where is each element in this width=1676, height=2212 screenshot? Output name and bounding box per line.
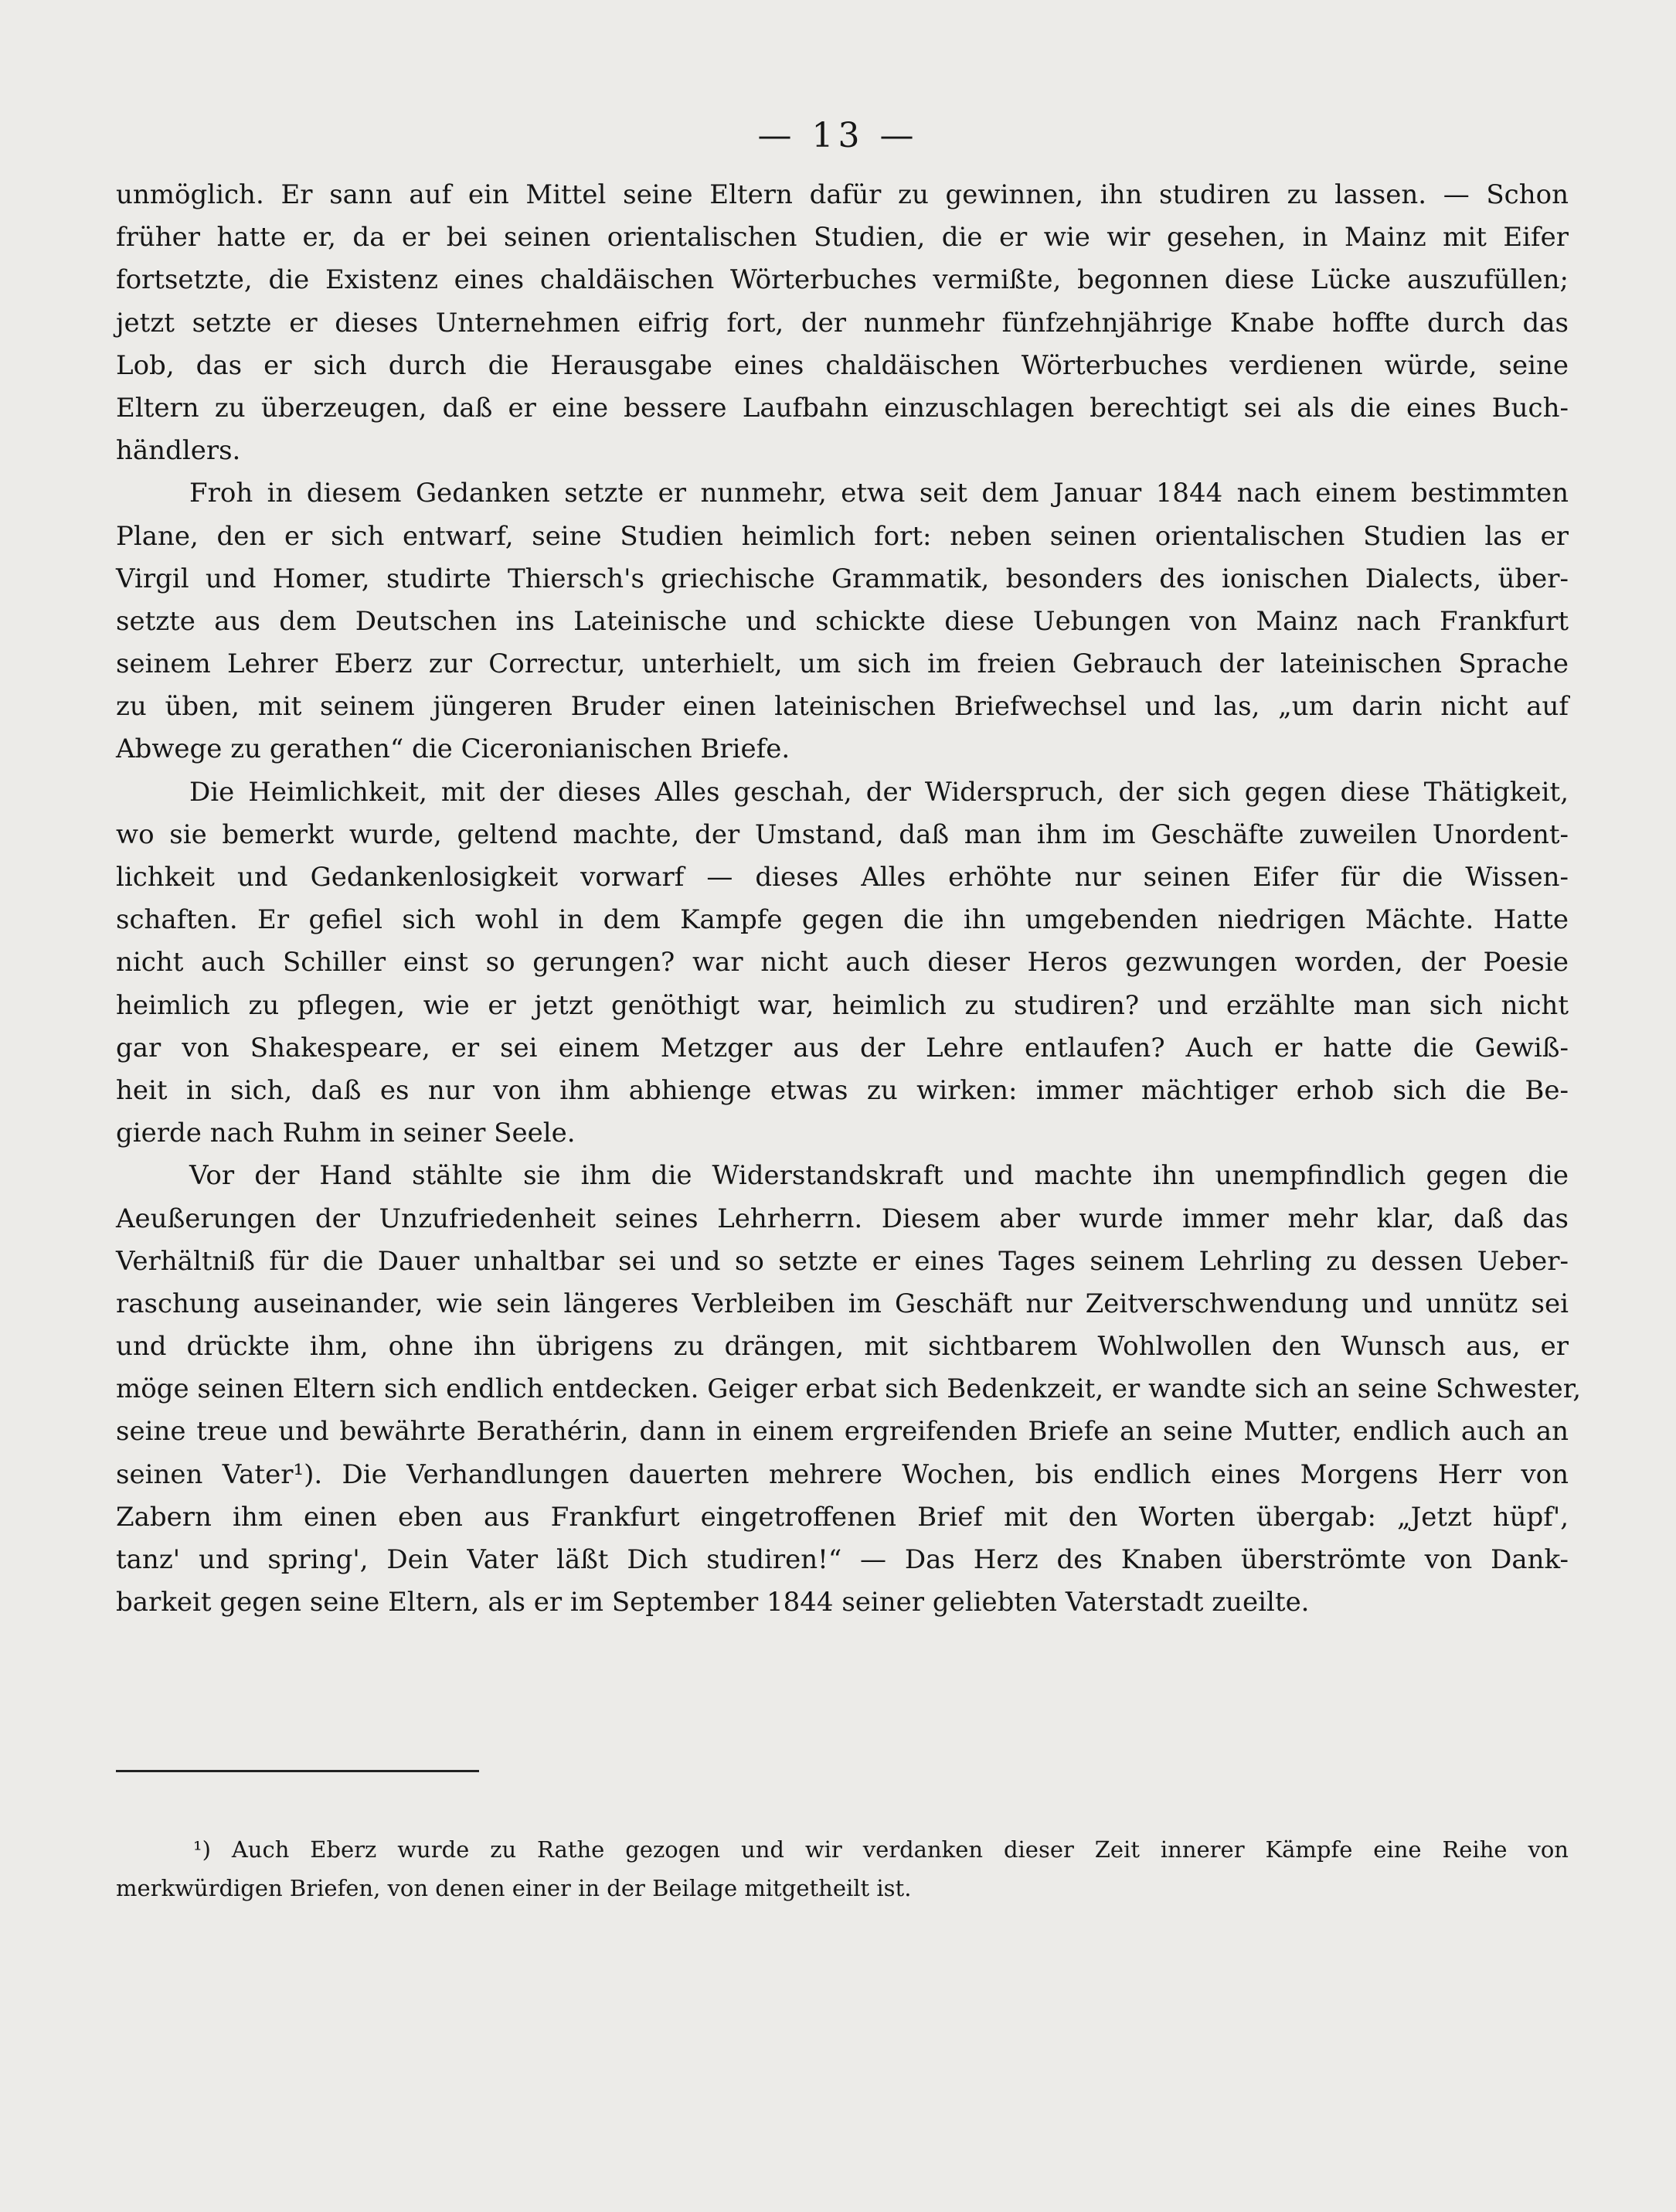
text-line: Froh in diesem Gedanken setzte er nunmehr, etwa seit dem Januar 1844 nach einem bestimmten <box>189 478 1569 509</box>
text-line: seine treue und bewährte Berathérin, dann in einem ergreifenden Briefe an seine Mutter, endlich auch an <box>116 1416 1569 1448</box>
text-line: Eltern zu überzeugen, daß er eine bessere Laufbahn einzuschlagen berechtigt sei als die eines Buch- <box>116 392 1569 424</box>
text-line: gierde nach Ruhm in seiner Seele. <box>116 1118 576 1149</box>
text-line: Aeußerungen der Unzufriedenheit seines Lehrherrn. Diesem aber wurde immer mehr klar, daß das <box>116 1203 1569 1234</box>
page-number: — 13 — <box>757 116 919 155</box>
text-line: und drückte ihm, ohne ihn übrigens zu drängen, mit sichtbarem Wohlwollen den Wunsch aus, er <box>116 1331 1569 1363</box>
text-line: seinen Vater¹). Die Verhandlungen dauerten mehrere Wochen, bis endlich eines Morgens Herr von <box>116 1458 1569 1490</box>
text-line: händlers. <box>116 435 241 467</box>
text-line: heit in sich, daß es nur von ihm abhienge etwas zu wirken: immer mächtiger erhob sich die Be- <box>116 1074 1569 1106</box>
text-line: heimlich zu pflegen, wie er jetzt genöthigt war, heimlich zu studiren? und erzählte man sich nicht <box>116 989 1569 1021</box>
text-line: setzte aus dem Deutschen ins Lateinische und schickte diese Uebungen von Mainz nach Frankfurt <box>116 605 1569 637</box>
text-line: Lob, das er sich durch die Herausgabe eines chaldäischen Wörterbuches verdienen würde, seine <box>116 349 1569 381</box>
footnote-separator <box>116 1770 479 1772</box>
text-line: Verhältniß für die Dauer unhaltbar sei und so setzte er eines Tages seinem Lehrling zu dessen Ueber- <box>116 1245 1569 1277</box>
footnote-line: ¹) Auch Eberz wurde zu Rathe gezogen und wir verdanken dieser Zeit innerer Kämpfe eine Reihe von <box>193 1836 1569 1863</box>
text-line: Die Heimlichkeit, mit der dieses Alles geschah, der Widerspruch, der sich gegen diese Thätigkeit, <box>189 776 1569 808</box>
text-line: Zabern ihm einen eben aus Frankfurt eingetroffenen Brief mit den Worten übergab: „Jetzt hüpf', <box>116 1501 1569 1533</box>
text-line: Virgil und Homer, studirte Thiersch's griechische Grammatik, besonders des ionischen Dialects, über- <box>116 563 1569 594</box>
text-line: raschung auseinander, wie sein längeres Verbleiben im Geschäft nur Zeitverschwendung und unnütz sei <box>116 1288 1569 1319</box>
text-line: fortsetzte, die Existenz eines chaldäischen Wörterbuches vermißte, begonnen diese Lücke auszufüllen; <box>116 264 1569 296</box>
text-line: gar von Shakespeare, er sei einem Metzger aus der Lehre entlaufen? Auch er hatte die Gewiß- <box>116 1032 1569 1063</box>
text-line: wo sie bemerkt wurde, geltend machte, der Umstand, daß man ihm im Geschäfte zuweilen Unordent- <box>116 818 1569 850</box>
text-line: zu üben, mit seinem jüngeren Bruder einen lateinischen Briefwechsel und las, „um darin nicht auf <box>116 691 1569 723</box>
text-line: jetzt setzte er dieses Unternehmen eifrig fort, der nunmehr fünfzehnjährige Knabe hoffte durch das <box>116 307 1569 339</box>
text-line: früher hatte er, da er bei seinen orientalischen Studien, die er wie wir gesehen, in Mainz mit Eifer <box>116 222 1569 254</box>
text-line: nicht auch Schiller einst so gerungen? war nicht auch dieser Heros gezwungen worden, der Poesie <box>116 947 1569 978</box>
text-line: Vor der Hand stählte sie ihm die Widerstandskraft und machte ihn unempfindlich gegen die <box>189 1160 1569 1192</box>
text-line: lichkeit und Gedankenlosigkeit vorwarf — dieses Alles erhöhte nur seinen Eifer für die Wissen- <box>116 862 1569 893</box>
footnote-line: merkwürdigen Briefen, von denen einer in der Beilage mitgetheilt ist. <box>116 1875 912 1901</box>
text-line: schaften. Er gefiel sich wohl in dem Kampfe gegen die ihn umgebenden niedrigen Mächte. Hatte <box>116 904 1569 936</box>
text-line: tanz' und spring', Dein Vater läßt Dich studiren!“ — Das Herz des Knaben überströmte von Dank- <box>116 1544 1569 1575</box>
text-line: möge seinen Eltern sich endlich entdecken. Geiger erbat sich Bedenkzeit, er wandte sich an seine Schwester, <box>116 1373 1582 1405</box>
text-line: unmöglich. Er sann auf ein Mittel seine Eltern dafür zu gewinnen, ihn studiren zu lassen. — Schon <box>116 179 1569 210</box>
footnotes <box>116 1830 1569 1907</box>
text-line: barkeit gegen seine Eltern, als er im September 1844 seiner geliebten Vaterstadt zueilte. <box>116 1587 1310 1618</box>
text-line: Plane, den er sich entwarf, seine Studien heimlich fort: neben seinen orientalischen Studien las er <box>116 520 1569 552</box>
text-line: seinem Lehrer Eberz zur Correctur, unterhielt, um sich im freien Gebrauch der lateinischen Sprache <box>116 648 1569 680</box>
body-text <box>116 174 1582 1624</box>
text-line: Abwege zu gerathen“ die Ciceronianischen Briefe. <box>116 733 790 765</box>
